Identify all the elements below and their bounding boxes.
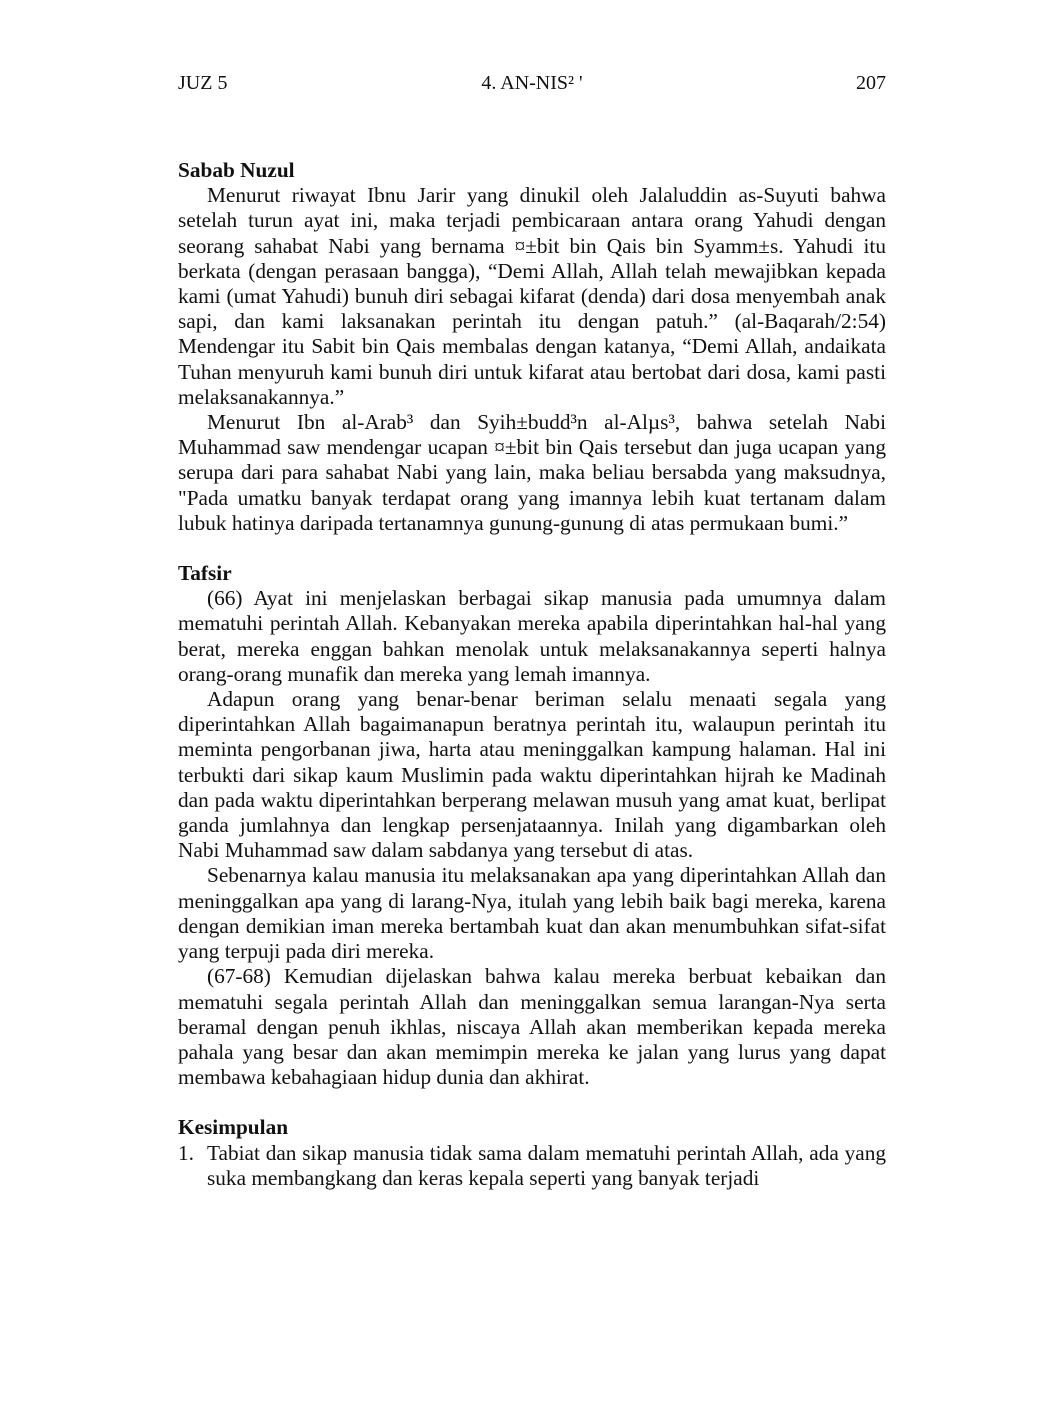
list-number: 1. <box>178 1140 194 1165</box>
page-number: 207 <box>856 72 886 94</box>
page-body <box>178 158 886 1191</box>
surah-title: 4. AN-NIS² ' <box>481 72 583 94</box>
page-header <box>178 72 886 100</box>
paragraph: Menurut Ibn al-Arab³ dan Syih±budd³n al-Alµs³, bahwa setelah Nabi Muhammad saw mendengar ucapan ¤±bit bin Qais tersebut dan juga ucapan yang serupa dari para sahabat Nabi yang lain, maka beliau bersabda yang maksudnya, "Pada umatku banyak terdapat orang yang imannya lebih kuat tertanam dalam lubuk hatinya daripada tertanamnya gunung-gunung di atas permukaan bumi.” <box>178 410 886 535</box>
section-kesimpulan <box>178 1115 886 1191</box>
paragraph: (67-68) Kemudian dijelaskan bahwa kalau mereka berbuat kebaikan dan mematuhi segala perintah Allah dan meninggalkan semua larangan-Nya serta beramal dengan penuh ikhlas, niscaya Allah akan memberikan kepada mereka pahala yang besar dan akan memimpin mereka ke jalan yang lurus yang dapat membawa kebahagiaan hidup dunia dan akhirat. <box>178 964 886 1090</box>
paragraph: Sebenarnya kalau manusia itu melaksanakan apa yang diperintahkan Allah dan meninggalkan apa yang di larang-Nya, itulah yang lebih baik bagi mereka, karena dengan demikian iman mereka bertambah kuat dan akan menumbuhkan sifat-sifat yang terpuji pada diri mereka. <box>178 863 886 964</box>
juz-label: JUZ 5 <box>178 72 228 94</box>
section-heading: Sabab Nuzul <box>178 158 295 182</box>
conclusion-list <box>178 1141 886 1191</box>
list-item <box>178 1141 886 1191</box>
section-heading: Kesimpulan <box>178 1115 289 1140</box>
section-heading: Tafsir <box>178 561 232 586</box>
section-sabab-nuzul <box>178 158 886 536</box>
list-text: Tabiat dan sikap manusia tidak sama dalam mematuhi perintah Allah, ada yang suka membangkang dan keras kepala seperti yang banyak terjadi <box>207 1140 886 1190</box>
paragraph: Adapun orang yang benar-benar beriman selalu menaati segala yang diperintahkan Allah bagaimanapun beratnya perintah itu, walaupun perintah itu meminta pengorbanan jiwa, harta atau meninggalkan kampung halaman. Hal ini terbukti dari sikap kaum Muslimin pada waktu diperintahkan hijrah ke Madinah dan pada waktu diperintahkan berperang melawan musuh yang amat kuat, berlipat ganda jumlahnya dan lengkap persenjataannya. Inilah yang digambarkan oleh Nabi Muhammad saw dalam sabdanya yang tersebut di atas. <box>178 687 886 863</box>
paragraph: Menurut riwayat Ibnu Jarir yang dinukil oleh Jalaluddin as-Suyuti bahwa setelah turun ayat ini, maka terjadi pembicaraan antara orang Yahudi dengan seorang sahabat Nabi yang bernama ¤±bit bin Qais bin Syamm±s. Yahudi itu berkata (dengan perasaan bangga), “Demi Allah, Allah telah mewajibkan kepada kami (umat Yahudi) bunuh diri sebagai kifarat (denda) dari dosa menyembah anak sapi, dan kami laksanakan perintah itu dengan patuh.” (al-Baqarah/2:54) Mendengar itu Sabit bin Qais membalas dengan katanya, “Demi Allah, andaikata Tuhan menyuruh kami bunuh diri untuk kifarat atau bertobat dari dosa, kami pasti melaksanakannya.” <box>178 183 886 409</box>
section-tafsir <box>178 561 886 1090</box>
paragraph: (66) Ayat ini menjelaskan berbagai sikap manusia pada umumnya dalam mematuhi perintah Allah. Kebanyakan mereka apabila diperintahkan hal-hal yang berat, mereka enggan bahkan menolak untuk melaksanakannya seperti halnya orang-orang munafik dan mereka yang lemah imannya. <box>178 586 886 686</box>
